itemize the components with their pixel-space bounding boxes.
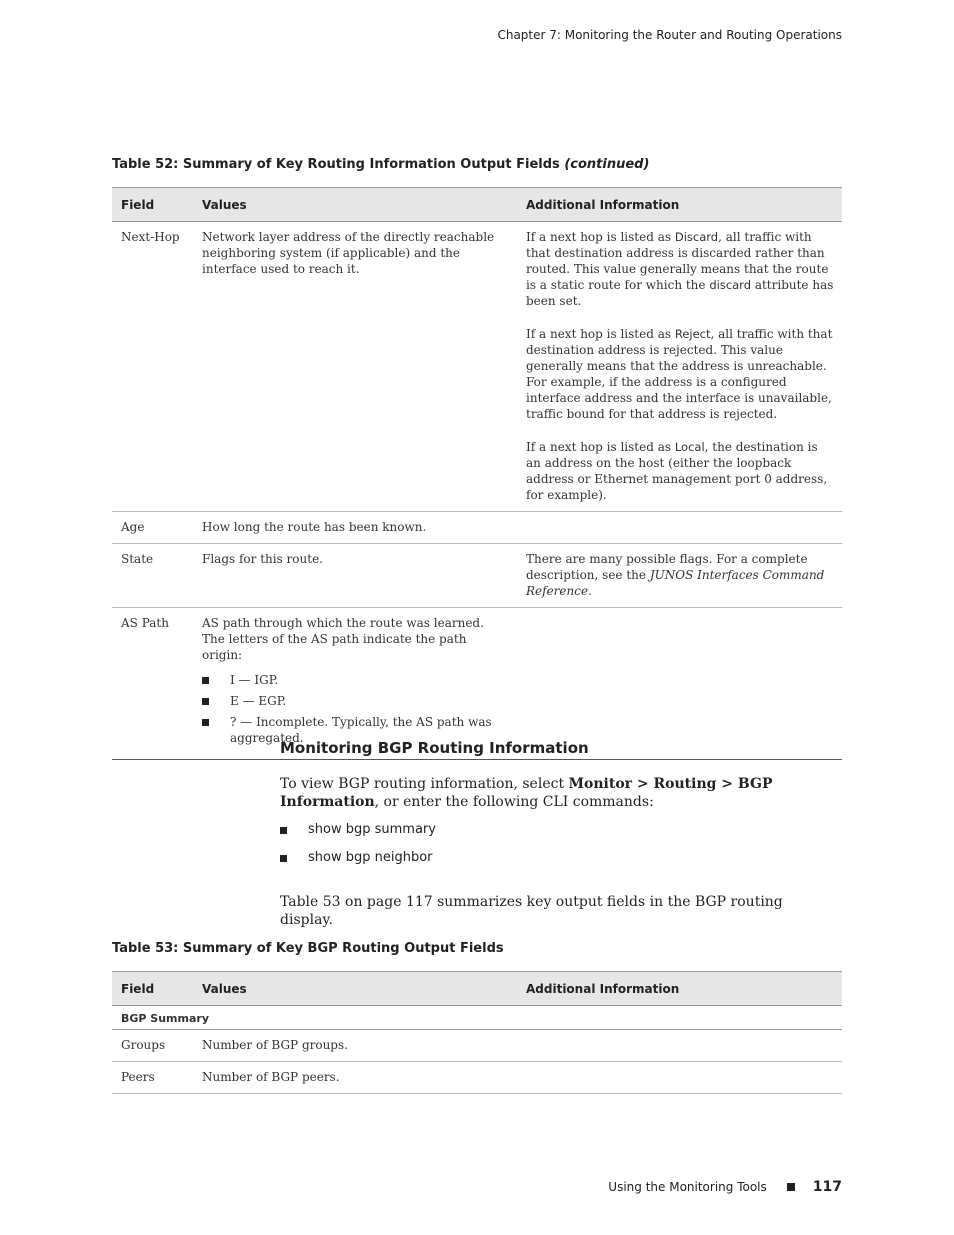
cell-field: AS Path (112, 608, 193, 760)
cell-additional-info (517, 1062, 842, 1094)
square-separator-icon (787, 1183, 795, 1191)
list-item (202, 693, 509, 709)
text: . (588, 584, 592, 598)
text: , all traffic with that destination address is rejected. This value generally means that the address is unreachable. For example, if the address is a configured interface address and the interface is unavailable, traffic bound for that address is rejected. (526, 327, 833, 421)
table-row-peers (112, 1062, 842, 1094)
cell-field: Next-Hop (112, 222, 193, 512)
code-discard-attr: discard (709, 278, 752, 292)
as-path-description: AS path through which the route was learned. The letters of the AS path indicate the path origin: (202, 616, 484, 662)
info-paragraph-reject (526, 326, 834, 422)
section-title: Monitoring BGP Routing Information (280, 739, 589, 757)
list-item (280, 850, 436, 878)
intro-paragraph (280, 775, 840, 811)
group-label: BGP Summary (112, 1006, 842, 1030)
table52-continued: (continued) (564, 157, 650, 172)
table53-caption: Table 53: Summary of Key BGP Routing Output Fields (112, 941, 504, 956)
cell-field: State (112, 544, 193, 608)
list-item-text: ? — Incomplete. Typically, the AS path was aggregated. (230, 715, 492, 745)
bullet-icon (280, 855, 287, 862)
cli-command-list (280, 822, 436, 878)
text: If a next hop is listed as (526, 440, 675, 454)
table53 (112, 971, 842, 1094)
table-row-state (112, 544, 842, 608)
bullet-icon (280, 827, 287, 834)
col-values: Values (193, 188, 517, 222)
text: attribute has been set. (526, 278, 834, 308)
cell-additional-info (517, 608, 842, 760)
table-group-row (112, 1006, 842, 1030)
cell-values: Flags for this route. (193, 544, 517, 608)
cell-field: Peers (112, 1062, 193, 1094)
menu-path: Monitor > Routing > BGP Information (280, 776, 773, 810)
table-row-age (112, 512, 842, 544)
bullet-icon (202, 677, 209, 684)
text: There are many possible flags. For a complete description, see the (526, 552, 808, 582)
text: To view BGP routing information, select (280, 776, 569, 792)
cell-values: How long the route has been known. (193, 512, 517, 544)
cli-command: show bgp summary (308, 822, 436, 837)
text: , the destination is an address on the host (either the loopback address or Ethernet management port 0 address, for example). (526, 440, 828, 502)
code-local: Local (674, 440, 705, 454)
table52-caption (112, 157, 649, 172)
table52-header-row (112, 188, 842, 222)
cell-field: Groups (112, 1030, 193, 1062)
col-additional-info: Additional Information (517, 188, 842, 222)
cell-additional-info (517, 544, 842, 608)
cell-additional-info (517, 512, 842, 544)
running-header: Chapter 7: Monitoring the Router and Routing Operations (497, 28, 842, 42)
list-item (280, 822, 436, 850)
code-discard: Discard (674, 230, 719, 244)
table52 (112, 187, 842, 760)
list-item-text: I — IGP. (230, 673, 279, 687)
table53-header-row (112, 972, 842, 1006)
cli-command: show bgp neighbor (308, 850, 433, 865)
table52-caption-text: Table 52: Summary of Key Routing Information Output Fields (112, 157, 560, 172)
table-row-as-path (112, 608, 842, 760)
cell-values: Number of BGP peers. (193, 1062, 517, 1094)
info-paragraph-discard (526, 229, 834, 309)
list-item (202, 672, 509, 688)
text: If a next hop is listed as (526, 230, 675, 244)
cell-values: Network layer address of the directly reachable neighboring system (if applicable) and the interface used to reach it. (193, 222, 517, 512)
page-number: 117 (812, 1179, 842, 1195)
code-reject: Reject (674, 327, 711, 341)
bullet-icon (202, 698, 209, 705)
cell-values (193, 608, 517, 760)
cell-field: Age (112, 512, 193, 544)
as-path-origin-list (202, 672, 509, 746)
col-additional-info: Additional Information (517, 972, 842, 1006)
bullet-icon (202, 719, 209, 726)
col-field: Field (112, 188, 193, 222)
reference-title: JUNOS Interfaces Command Reference (526, 568, 825, 598)
cell-values: Number of BGP groups. (193, 1030, 517, 1062)
col-field: Field (112, 972, 193, 1006)
footer-section: Using the Monitoring Tools (608, 1180, 767, 1194)
cell-additional-info (517, 1030, 842, 1062)
cell-additional-info (517, 222, 842, 512)
text: , all traffic with that destination address is discarded rather than routed. This value generally means that the route is a static route for which the (526, 230, 829, 292)
list-item-text: E — EGP. (230, 694, 287, 708)
running-footer (608, 1179, 842, 1195)
table-row-groups (112, 1030, 842, 1062)
text: If a next hop is listed as (526, 327, 675, 341)
table-row-next-hop (112, 222, 842, 512)
table-reference-paragraph: Table 53 on page 117 summarizes key output fields in the BGP routing display. (280, 894, 783, 928)
col-values: Values (193, 972, 517, 1006)
text: , or enter the following CLI commands: (374, 794, 654, 810)
info-paragraph-local (526, 439, 834, 503)
